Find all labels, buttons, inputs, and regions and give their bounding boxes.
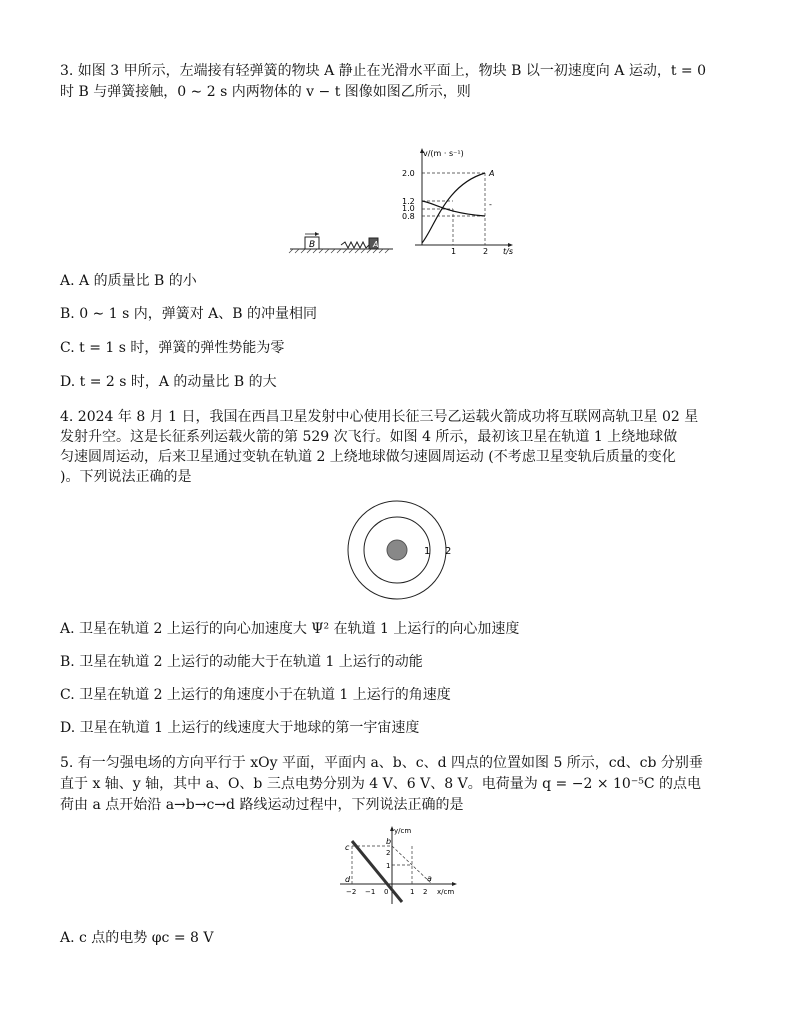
- q5-point-a: a: [427, 874, 432, 883]
- vt-x-tick-1: 1: [451, 247, 457, 256]
- q5-point-b: b: [386, 837, 392, 846]
- orbit-2-label: 2: [445, 546, 452, 557]
- q5-y-tick-1: 1: [386, 862, 391, 870]
- earth: [387, 540, 407, 560]
- q4-option-c[interactable]: C. 卫星在轨道 2 上运行的角速度小于在轨道 1 上运行的角速度: [60, 687, 451, 703]
- block-a-label: A: [373, 240, 379, 249]
- block-b-label: B: [309, 240, 316, 250]
- block-b: [305, 232, 319, 250]
- q5-point-c: c: [345, 843, 350, 852]
- q4-stem-line-4: )。下列说法正确的是: [60, 469, 192, 485]
- q3-option-d[interactable]: D. t = 2 s 时，A 的动量比 B 的大: [60, 374, 277, 390]
- q4-option-a[interactable]: A. 卫星在轨道 2 上运行的向心加速度大 Ψ² 在轨道 1 上运行的向心加速度: [60, 621, 520, 637]
- q3-figure: [285, 145, 525, 260]
- curve-b-label: -: [489, 200, 492, 209]
- q3-option-b[interactable]: B. 0 ∼ 1 s 内，弹簧对 A、B 的冲量相同: [60, 306, 318, 322]
- vt-y-tick-2: 2.0: [402, 169, 415, 178]
- q3-stem-line-1: 3. 如图 3 甲所示，左端接有轻弹簧的物块 A 静止在光滑水平面上，物块 B 以一初速度向 A 运动，t = 0: [60, 63, 706, 79]
- q5-x-tick-1: 1: [410, 888, 415, 896]
- q5-y-label: y/cm: [394, 827, 412, 835]
- vt-graph: [402, 148, 513, 256]
- q4-orbit-figure: [335, 498, 460, 603]
- q3-option-a[interactable]: A. A 的质量比 B 的小: [60, 273, 197, 289]
- q5-point-d: d: [345, 875, 351, 884]
- curve-b: [422, 201, 485, 216]
- q3-stem-line-2: 时 B 与弹簧接触，0 ∼ 2 s 内两物体的 v − t 图像如图乙所示，则: [60, 84, 471, 100]
- vt-y-tick-1-2: 1.2: [402, 197, 415, 206]
- q5-field-figure: [335, 822, 465, 907]
- orbit-1-label: 1: [424, 546, 431, 557]
- q5-x-label: x/cm: [437, 888, 455, 896]
- q5-x-tick-neg2: −2: [346, 888, 357, 896]
- vt-y-tick-1-0: 1.0: [402, 204, 415, 213]
- q4-stem-line-2: 发射升空。这是长征系列运载火箭的第 529 次飞行。如图 4 所示，最初该卫星在轨道 1 上绕地球做: [60, 429, 678, 445]
- curve-a-label: A: [489, 169, 495, 178]
- q5-x-tick-neg1: −1: [365, 888, 376, 896]
- q5-x-tick-2: 2: [423, 888, 428, 896]
- q5-y-tick-2: 2: [386, 849, 391, 857]
- q5-stem-line-2: 直于 x 轴、y 轴，其中 a、O、b 三点电势分别为 4 V、6 V、8 V。电荷量为 q = −2 × 10⁻⁵C 的点电: [60, 776, 701, 792]
- q5-stem-line-3: 荷由 a 点开始沿 a→b→c→d 路线运动过程中，下列说法正确的是: [60, 797, 464, 813]
- curve-a: [422, 173, 485, 243]
- spring: [341, 242, 369, 248]
- q4-option-b[interactable]: B. 卫星在轨道 2 上运行的动能大于在轨道 1 上运行的动能: [60, 654, 423, 670]
- q5-option-a[interactable]: A. c 点的电势 φc = 8 V: [60, 930, 214, 946]
- q3-option-c[interactable]: C. t = 1 s 时，弹簧的弹性势能为零: [60, 340, 285, 356]
- vt-x-tick-2: 2: [483, 247, 489, 256]
- q4-option-d[interactable]: D. 卫星在轨道 1 上运行的线速度大于地球的第一宇宙速度: [60, 720, 420, 736]
- q5-thick-line: [352, 841, 402, 902]
- vt-y-label: v/(m · s⁻¹): [423, 149, 464, 158]
- block-a: [369, 238, 378, 249]
- q5-stem-line-1: 5. 有一匀强电场的方向平行于 xOy 平面，平面内 a、b、c、d 四点的位置如图 5 所示，cd、cb 分别垂: [60, 755, 703, 771]
- q4-stem-line-1: 4. 2024 年 8 月 1 日，我国在西昌卫星发射中心使用长征三号乙运载火箭成功将互联网高轨卫星 02 星: [60, 409, 699, 425]
- q3-ground: [289, 249, 393, 253]
- vt-x-label: t/s: [503, 247, 513, 256]
- vt-y-tick-0-8: 0.8: [402, 212, 415, 221]
- q4-stem-line-3: 匀速圆周运动，后来卫星通过变轨在轨道 2 上绕地球做匀速圆周运动 (不考虑卫星变轨后质量的变化: [60, 449, 676, 465]
- q5-x-tick-0: 0: [384, 888, 389, 896]
